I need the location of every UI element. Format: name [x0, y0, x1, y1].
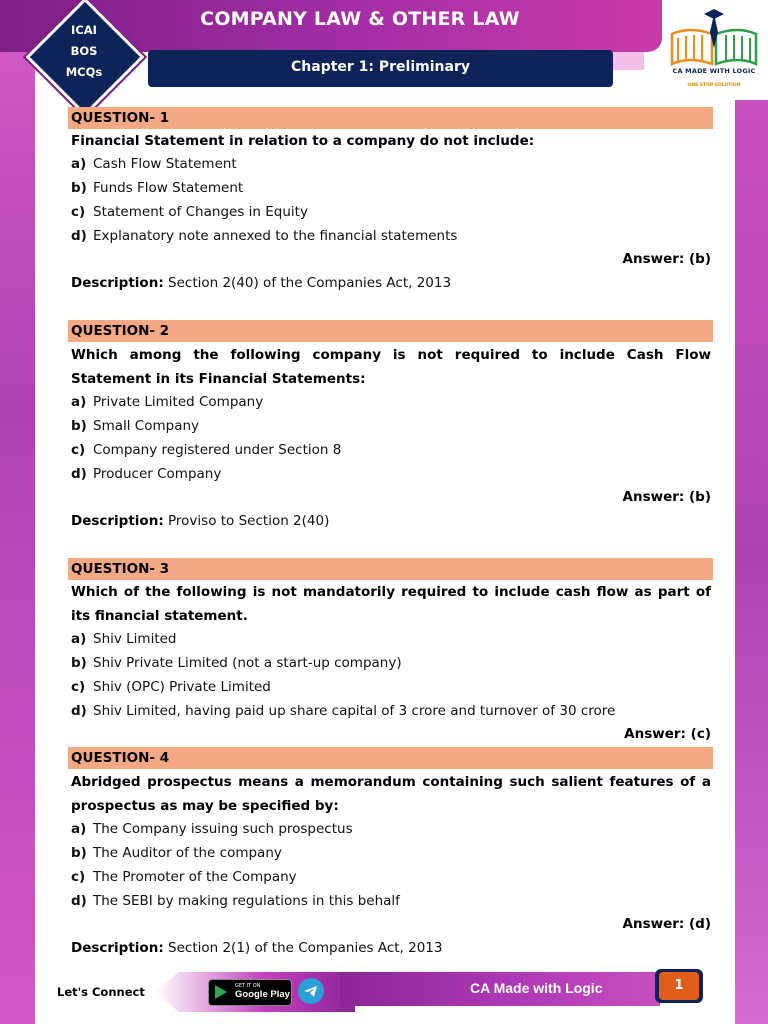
option-text: Shiv Limited, having paid up share capital of 3 crore and turnover of 30 crore [93, 703, 616, 719]
badge-line: BOS [70, 44, 98, 58]
badge-line: MCQs [65, 65, 103, 79]
option [71, 442, 341, 458]
option-letter: a) [71, 631, 87, 647]
option [71, 821, 353, 837]
option-text: The Company issuing such prospectus [93, 821, 353, 837]
question-label: QUESTION- 2 [71, 323, 170, 339]
option-text: Producer Company [93, 466, 222, 482]
question-label: QUESTION- 1 [71, 110, 170, 126]
question-stem: Abridged prospectus means a memorandum containing such salient features of a prospectus as may be specified by: [71, 774, 711, 814]
telegram-plane-icon [298, 978, 324, 1004]
option-letter: a) [71, 821, 87, 837]
option-letter: c) [71, 679, 86, 695]
description-label: Description: [71, 513, 164, 529]
option-letter: d) [71, 893, 87, 909]
option-letter: b) [71, 418, 87, 434]
page-number: 1 [659, 972, 699, 1000]
description [71, 275, 451, 291]
question-stem: Which of the following is not mandatorily required to include cash flow as part of its financial statement. [71, 584, 711, 624]
option-letter: d) [71, 703, 87, 719]
option [71, 180, 243, 196]
option [71, 655, 402, 671]
question-stem: Which among the following company is not required to include Cash Flow Statement in its Financial Statements: [71, 347, 711, 387]
option [71, 679, 271, 695]
description-text: Proviso to Section 2(40) [168, 513, 330, 529]
option-text: The Promoter of the Company [93, 869, 297, 885]
question-header [68, 320, 713, 342]
badge-text [52, 20, 116, 83]
chapter-title: Chapter 1: Preliminary [291, 59, 470, 75]
option-letter: d) [71, 466, 87, 482]
option [71, 893, 400, 909]
description-label: Description: [71, 275, 164, 291]
google-play-label: Google Play [235, 989, 290, 1000]
option [71, 631, 177, 647]
option-text: Shiv Limited [93, 631, 177, 647]
right-decorative-band [735, 100, 768, 1024]
option [71, 204, 308, 220]
option-letter: a) [71, 156, 87, 172]
option-letter: a) [71, 394, 87, 410]
description [71, 513, 329, 529]
left-decorative-band [0, 0, 35, 1024]
question-header [68, 558, 713, 580]
google-play-button[interactable] [208, 979, 292, 1006]
question-header [68, 107, 713, 129]
question-stem: Financial Statement in relation to a company do not include: [71, 133, 535, 149]
description-text: Section 2(40) of the Companies Act, 2013 [168, 275, 452, 291]
option [71, 466, 221, 482]
option-letter: c) [71, 204, 86, 220]
option [71, 703, 615, 719]
page-title: COMPANY LAW & OTHER LAW [200, 8, 520, 30]
option-text: Explanatory note annexed to the financial statements [93, 228, 458, 244]
option-text: Shiv Private Limited (not a start-up company) [93, 655, 402, 671]
page-number-badge [655, 969, 703, 1003]
footer-brand: CA Made with Logic [470, 980, 603, 996]
option [71, 156, 237, 172]
option-text: Funds Flow Statement [93, 180, 244, 196]
option [71, 869, 297, 885]
option-text: Private Limited Company [93, 394, 264, 410]
play-store-icon [215, 985, 227, 999]
description [71, 940, 443, 956]
question-label: QUESTION- 3 [71, 561, 170, 577]
option [71, 394, 263, 410]
telegram-icon[interactable] [298, 978, 324, 1004]
option-text: Shiv (OPC) Private Limited [93, 679, 271, 695]
question-header [68, 747, 713, 769]
option-text: Small Company [93, 418, 200, 434]
option-text: Company registered under Section 8 [93, 442, 342, 458]
option-text: The Auditor of the company [93, 845, 282, 861]
answer: Answer: (d) [622, 916, 711, 932]
option-letter: c) [71, 869, 86, 885]
google-play-small-text: GET IT ON [235, 983, 261, 989]
option-letter: d) [71, 228, 87, 244]
logo-name: CA MADE WITH LOGIC [672, 67, 756, 75]
option-text: The SEBI by making regulations in this behalf [93, 893, 400, 909]
option-letter: c) [71, 442, 86, 458]
option-letter: b) [71, 180, 87, 196]
option [71, 845, 282, 861]
option-letter: b) [71, 655, 87, 671]
badge-line: ICAI [71, 23, 97, 37]
question-label: QUESTION- 4 [71, 750, 170, 766]
logo-tagline: ONE STOP SOLUTION [687, 83, 741, 88]
answer: Answer: (b) [622, 489, 711, 505]
description-label: Description: [71, 940, 164, 956]
description-text: Section 2(1) of the Companies Act, 2013 [168, 940, 443, 956]
option [71, 418, 199, 434]
answer: Answer: (b) [622, 251, 711, 267]
option-text: Statement of Changes in Equity [93, 204, 308, 220]
option-text: Cash Flow Statement [93, 156, 237, 172]
option [71, 228, 457, 244]
answer: Answer: (c) [624, 726, 711, 742]
chapter-banner [148, 50, 613, 87]
option-letter: b) [71, 845, 87, 861]
lets-connect-label: Let's Connect [57, 985, 145, 999]
